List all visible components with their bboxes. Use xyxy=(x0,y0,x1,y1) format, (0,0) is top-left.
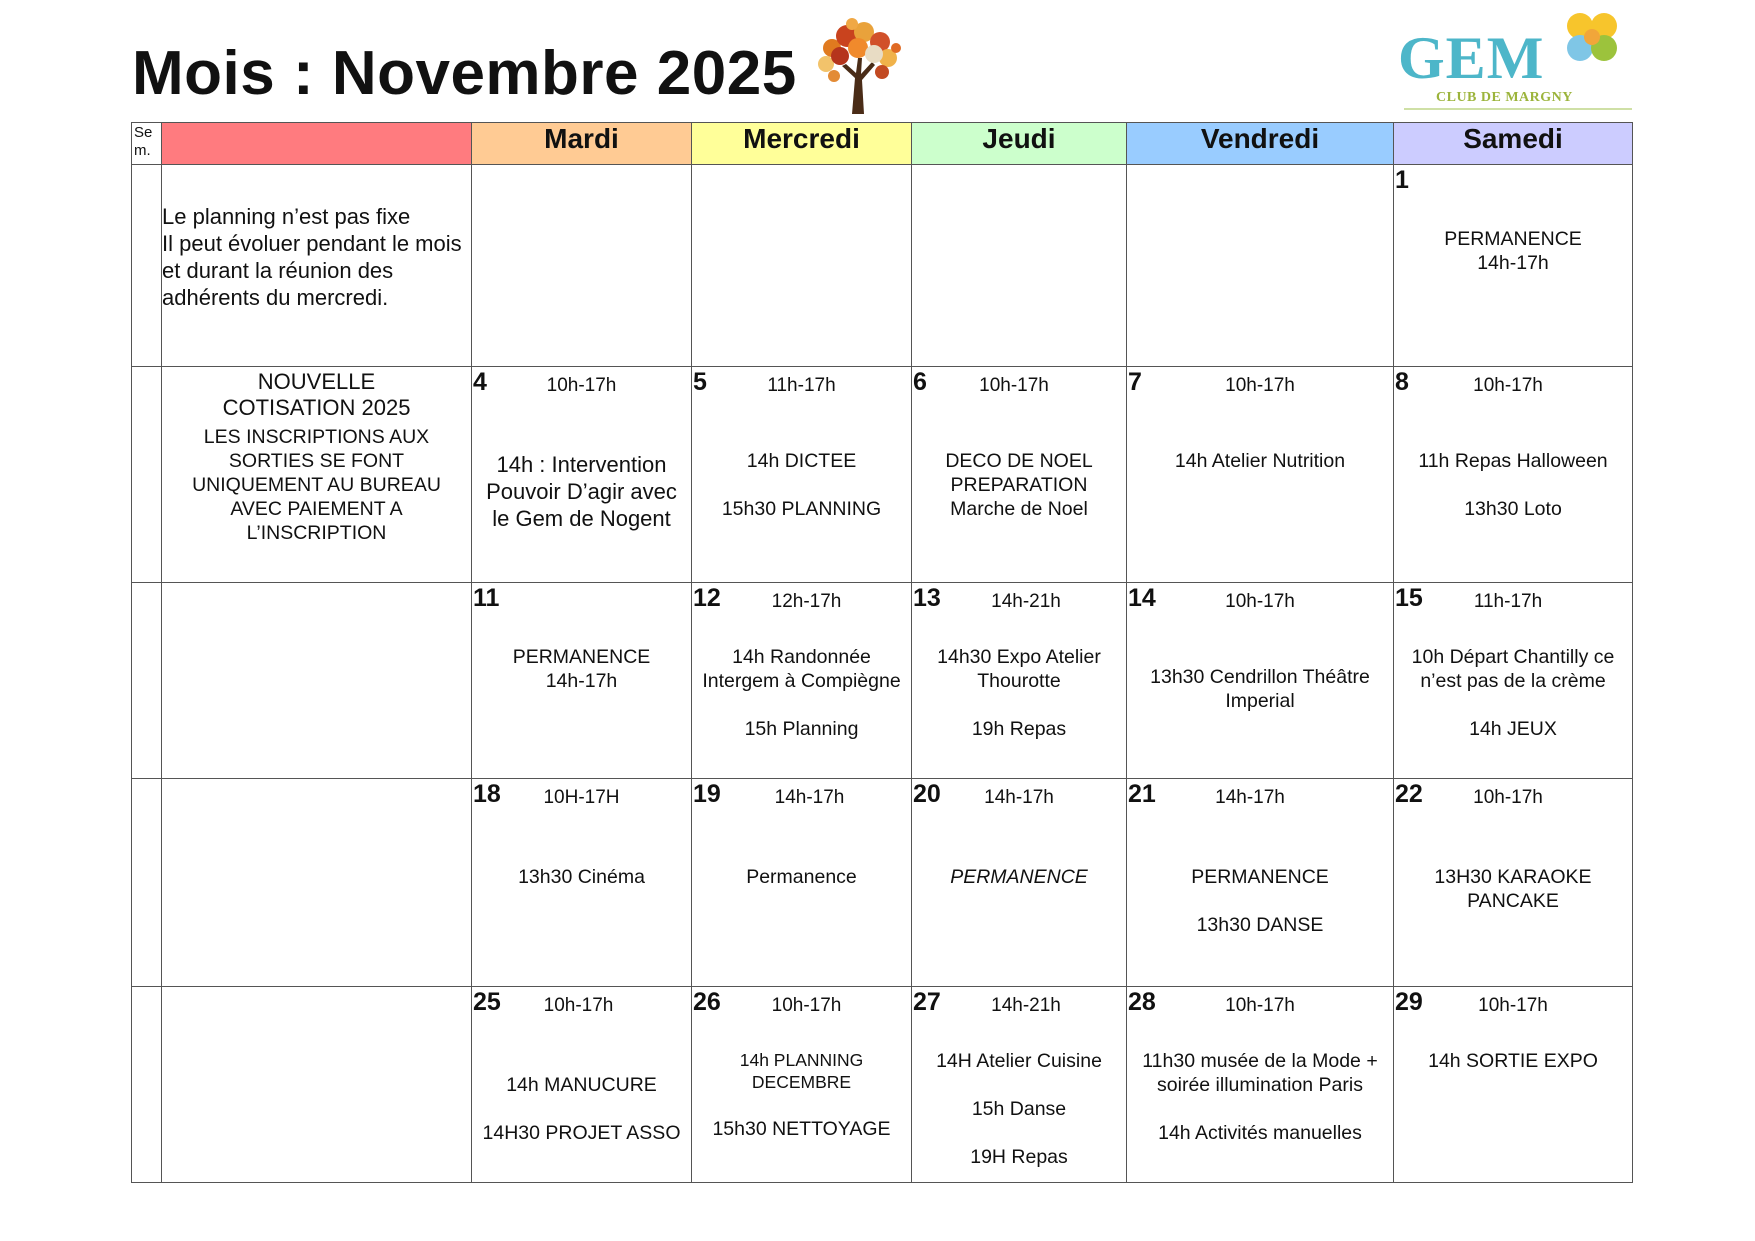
day-cell xyxy=(1394,165,1633,367)
day-number: 18 xyxy=(473,780,501,808)
day-cell xyxy=(1127,779,1394,987)
day-event: 14h DICTEE xyxy=(746,450,857,472)
day-hours: 10h-17h xyxy=(979,375,1049,396)
day-event: 13h30 Cendrillon Théâtre Imperial xyxy=(1150,666,1370,712)
cotisation-note: NOUVELLE COTISATION 2025 xyxy=(222,369,411,420)
day-cell xyxy=(472,779,692,987)
day-cell xyxy=(1394,367,1633,583)
day-event: 14H Atelier Cuisine xyxy=(936,1050,1102,1072)
day-event: DECO DE NOEL PREPARATION Marche de Noel xyxy=(945,450,1093,520)
day-number: 27 xyxy=(913,988,941,1016)
week-row xyxy=(132,583,1633,779)
calendar-table xyxy=(131,122,1633,1183)
week-number-cell xyxy=(132,779,162,987)
day-hours: 11h-17h xyxy=(1473,591,1543,612)
day-event: PERMANENCE xyxy=(1191,866,1329,888)
day-cell xyxy=(1127,987,1394,1183)
day-event: 14h Atelier Nutrition xyxy=(1174,450,1346,472)
header-row xyxy=(132,123,1633,165)
day-cell xyxy=(472,987,692,1183)
day-cell xyxy=(1394,583,1633,779)
day-number: 15 xyxy=(1395,584,1423,612)
logo-underline xyxy=(1404,108,1632,110)
day-cell xyxy=(692,367,912,583)
day-event: 13H30 KARAOKE PANCAKE xyxy=(1434,866,1592,912)
day-cell xyxy=(912,367,1127,583)
week-number-cell xyxy=(132,583,162,779)
week-number-cell xyxy=(132,165,162,367)
day-hours: 14h-17h xyxy=(774,787,845,808)
day-cell-empty xyxy=(692,165,912,367)
day-number: 22 xyxy=(1395,780,1423,808)
day-hours: 10h-17h xyxy=(1473,375,1543,396)
day-header-mardi: Mardi xyxy=(472,123,692,165)
day-number: 13 xyxy=(913,584,941,612)
day-event: 14h : Intervention Pouvoir D’agir avec le Gem de Nogent xyxy=(486,452,677,531)
autumn-tree-icon xyxy=(812,18,902,114)
day-event: 11h30 musée de la Mode + soirée illumination Paris xyxy=(1142,1050,1378,1096)
logo-subtitle: CLUB DE MARGNY xyxy=(1436,90,1573,105)
day-number: 21 xyxy=(1128,780,1156,808)
gem-logo xyxy=(1398,6,1638,114)
day-cell xyxy=(692,987,912,1183)
day-event: 14h SORTIE EXPO xyxy=(1428,1050,1598,1072)
day-cell-empty xyxy=(472,165,692,367)
day-number: 7 xyxy=(1128,368,1142,396)
page-title: Mois : Novembre 2025 xyxy=(132,39,797,108)
day-cell xyxy=(1127,583,1394,779)
logo-name: GEM xyxy=(1398,25,1545,91)
day-number: 8 xyxy=(1395,368,1409,396)
notes-cell xyxy=(162,779,472,987)
day-hours: 14h-21h xyxy=(991,995,1061,1016)
day-number: 1 xyxy=(1395,166,1409,194)
planning-note: Le planning n’est pas fixe Il peut évoluer pendant le mois et durant la réunion des adhérents du mercredi. xyxy=(162,204,462,310)
week-col-label: Se m. xyxy=(134,124,153,159)
day-hours: 10h-17h xyxy=(1225,995,1295,1016)
day-event: 19H Repas xyxy=(970,1146,1068,1168)
day-hours: 10h-17h xyxy=(1225,591,1295,612)
day-hours: 10h-17h xyxy=(1478,995,1548,1016)
day-event: 14h Randonnée Intergem à Compiègne xyxy=(702,646,901,692)
day-event: 14h30 Expo Atelier Thourotte xyxy=(937,646,1101,692)
week-number-cell xyxy=(132,987,162,1183)
notes-cell xyxy=(162,583,472,779)
day-event: 14h PLANNING DECEMBRE xyxy=(739,1050,864,1092)
day-hours: 10H-17H xyxy=(543,787,620,808)
day-header-vendredi: Vendredi xyxy=(1127,123,1394,165)
day-hours: 14h-21h xyxy=(991,591,1061,612)
week-number-cell xyxy=(132,367,162,583)
week-row xyxy=(132,987,1633,1183)
day-cell-empty xyxy=(912,165,1127,367)
day-number: 28 xyxy=(1128,988,1156,1016)
inscriptions-note: LES INSCRIPTIONS AUX SORTIES SE FONT UNIQUEMENT AU BUREAU AVEC PAIEMENT A L’INSCRIPTION xyxy=(192,426,441,544)
day-hours: 10h-17h xyxy=(546,375,617,396)
day-header-mercredi: Mercredi xyxy=(692,123,912,165)
day-event: PERMANENCE xyxy=(950,866,1088,888)
day-number: 29 xyxy=(1395,988,1423,1016)
day-hours: 14h-17h xyxy=(984,787,1054,808)
notes-cell xyxy=(162,987,472,1183)
day-cell xyxy=(912,583,1127,779)
week-col-header xyxy=(132,123,162,165)
notes-cell xyxy=(162,165,472,367)
day-number: 26 xyxy=(693,988,721,1016)
day-event: PERMANENCE 14h-17h xyxy=(1444,228,1582,274)
day-hours: 10h-17h xyxy=(771,995,842,1016)
day-number: 25 xyxy=(473,988,501,1016)
day-header-jeudi: Jeudi xyxy=(912,123,1127,165)
day-cell-empty xyxy=(1127,165,1394,367)
day-cell xyxy=(692,779,912,987)
day-number: 5 xyxy=(693,368,707,396)
day-event: 13h30 DANSE xyxy=(1196,914,1324,936)
day-number: 20 xyxy=(913,780,941,808)
day-event: 14h Activités manuelles xyxy=(1158,1122,1362,1144)
day-event: 19h Repas xyxy=(971,718,1067,740)
day-event: 15h Planning xyxy=(744,718,859,740)
day-hours: 14h-17h xyxy=(1215,787,1285,808)
day-number: 4 xyxy=(473,368,487,396)
day-cell xyxy=(692,583,912,779)
day-cell xyxy=(912,779,1127,987)
week-row xyxy=(132,165,1633,367)
week-row xyxy=(132,367,1633,583)
day-cell xyxy=(472,583,692,779)
day-cell xyxy=(912,987,1127,1183)
day-event: 14H30 PROJET ASSO xyxy=(482,1122,681,1144)
day-event: 15h30 PLANNING xyxy=(721,498,882,520)
day-hours: 12h-17h xyxy=(771,591,842,612)
day-cell xyxy=(472,367,692,583)
day-event: Permanence xyxy=(746,866,857,888)
day-event: 14h JEUX xyxy=(1469,718,1557,740)
day-header-samedi: Samedi xyxy=(1394,123,1633,165)
week-row xyxy=(132,779,1633,987)
day-event: 13h30 Loto xyxy=(1464,498,1562,520)
day-number: 12 xyxy=(693,584,721,612)
notes-cell xyxy=(162,367,472,583)
day-event: 14h MANUCURE xyxy=(506,1074,657,1096)
day-number: 6 xyxy=(913,368,927,396)
day-cell xyxy=(1394,779,1633,987)
day-number: 19 xyxy=(693,780,721,808)
day-hours: 10h-17h xyxy=(1225,375,1295,396)
day-event: 10h Départ Chantilly ce n’est pas de la crème xyxy=(1411,646,1615,692)
day-event: 15h30 NETTOYAGE xyxy=(712,1118,891,1140)
day-number: 14 xyxy=(1128,584,1156,612)
clover-icon xyxy=(1558,6,1628,76)
day-hours: 11h-17h xyxy=(767,375,836,396)
day-event: 11h Repas Halloween xyxy=(1418,450,1608,472)
day-event: PERMANENCE 14h-17h xyxy=(512,646,651,692)
day-event: 15h Danse xyxy=(971,1098,1067,1120)
day-cell xyxy=(1127,367,1394,583)
day-cell xyxy=(1394,987,1633,1183)
day-event: 13h30 Cinéma xyxy=(518,866,645,888)
day-number: 11 xyxy=(473,584,500,612)
day-hours: 10h-17h xyxy=(543,995,614,1016)
day-hours: 10h-17h xyxy=(1473,787,1543,808)
notes-col-header xyxy=(162,123,472,165)
